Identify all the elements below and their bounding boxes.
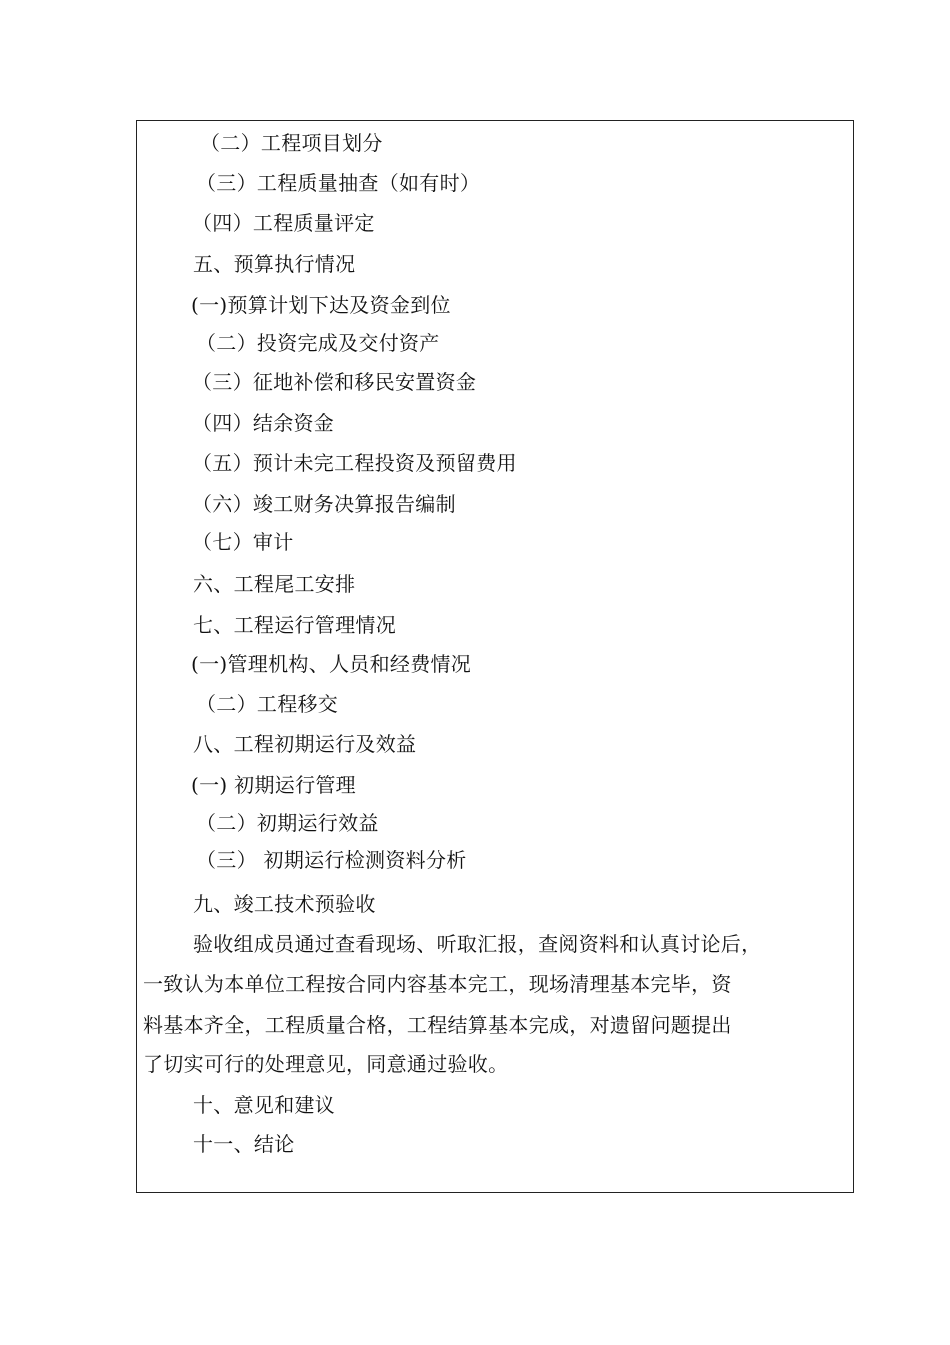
section-line: （二）投资完成及交付资产 [196,331,440,355]
section-line: （四）工程质量评定 [192,211,375,235]
paragraph-line: 验收组成员通过查看现场、听取汇报，查阅资料和认真讨论后， [193,932,762,956]
section-heading: 九、竣工技术预验收 [193,892,376,916]
section-line: （三）征地补偿和移民安置资金 [192,370,477,394]
section-line: (一) 初期运行管理 [191,773,356,797]
section-heading: 十一、结论 [193,1132,295,1156]
section-heading: 十、意见和建议 [193,1093,336,1117]
section-line: （二）工程项目划分 [200,131,383,155]
section-line: （五）预计未完工程投资及预留费用 [192,451,517,475]
section-line: （四）结余资金 [192,411,335,435]
section-line: （三）工程质量抽查（如有时） [196,171,481,195]
section-heading: 五、预算执行情况 [193,252,356,276]
section-line: (一)预算计划下达及资金到位 [191,293,451,317]
section-line: （六）竣工财务决算报告编制 [192,492,456,516]
section-line: （七）审计 [192,530,294,554]
section-heading: 六、工程尾工安排 [193,572,356,596]
section-line: （二）初期运行效益 [196,811,379,835]
paragraph-line: 一致认为本单位工程按合同内容基本完工，现场清理基本完毕，资 [143,972,732,996]
section-line: （三） 初期运行检测资料分析 [196,848,467,872]
section-heading: 八、工程初期运行及效益 [193,732,417,756]
section-heading: 七、工程运行管理情况 [193,613,396,637]
paragraph-line: 了切实可行的处理意见，同意通过验收。 [143,1052,509,1076]
section-line: （二）工程移交 [196,692,339,716]
section-line: (一)管理机构、人员和经费情况 [191,652,472,676]
paragraph-line: 料基本齐全，工程质量合格，工程结算基本完成，对遗留问题提出 [143,1013,732,1037]
